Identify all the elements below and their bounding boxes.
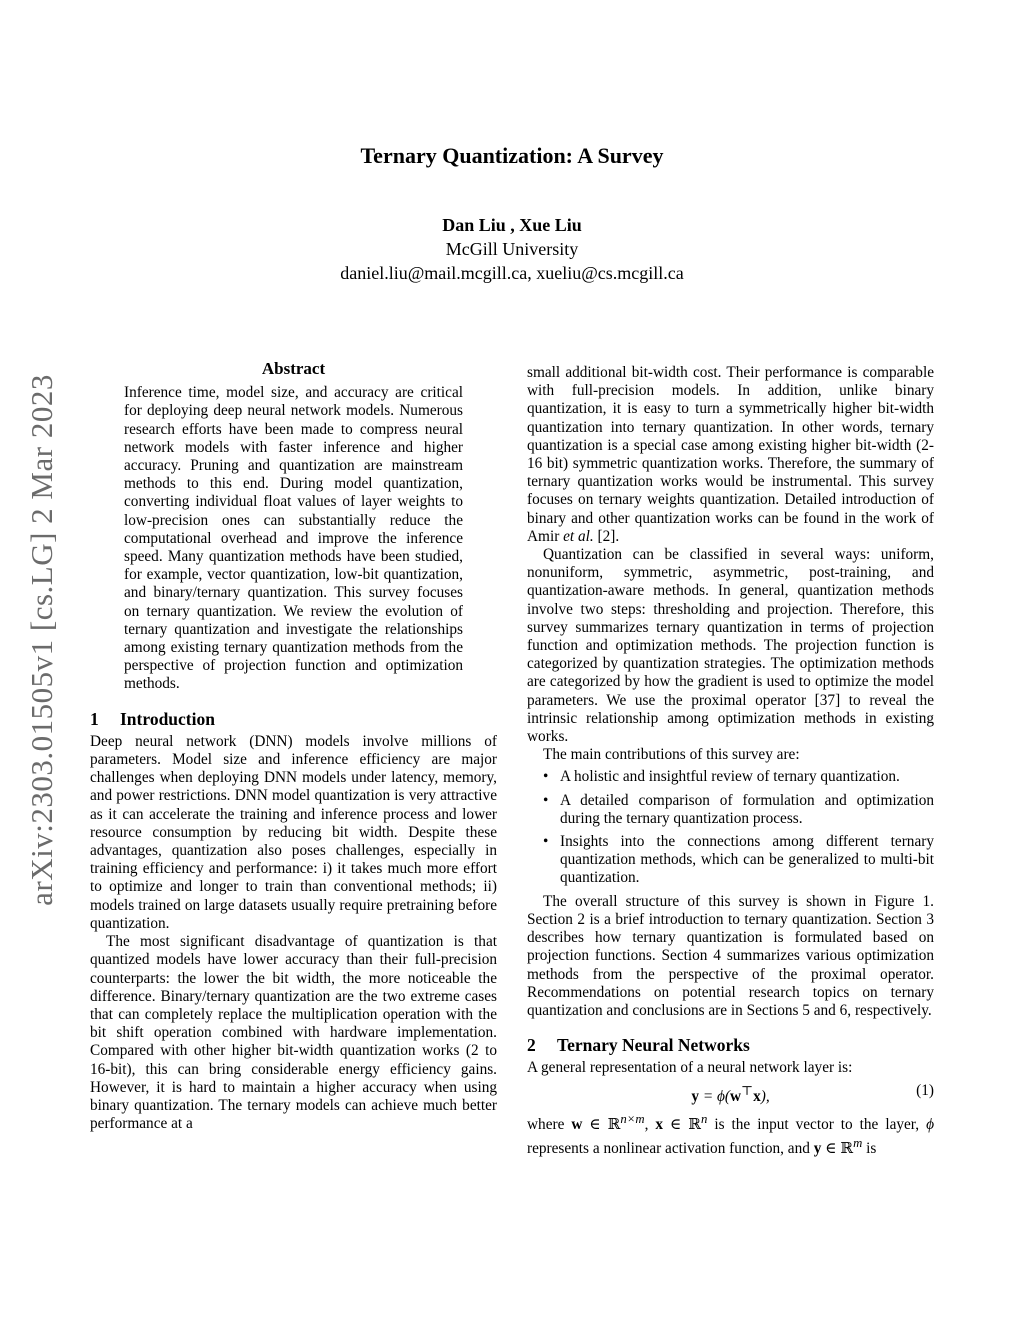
abstract-heading: Abstract bbox=[261, 359, 326, 378]
left-column bbox=[90, 360, 497, 1133]
equation-body: y = ϕ(w⊤x), bbox=[691, 1083, 770, 1105]
section-title: Introduction bbox=[120, 708, 215, 729]
intro-paragraph-5: The overall structure of this survey is shown in Figure 1. Section 2 is a brief introduction to ternary quantization. Section 3 describes how ternary quantization is formulated based on projection functions. Section 4 summarizes various optimization methods from the perspective of the proximal operator. Recommendations on potential research topics on ternary quantization and conclusions are in Sections 5 and 6, respectively. bbox=[527, 892, 934, 1019]
right-column bbox=[527, 364, 934, 1158]
intro-paragraph-2: The most significant disadvantage of quantization is that quantized models have lower accuracy than their full-precision counterparts: the lower the bit width, the more noticeable the difference. Binary/ternary quantization are the two extreme cases that can completely replace the multiplication operation with the bit shift operation combined with hardware implementation. Compared with other higher bit-width quantization works (2 to 16-bit), this can bring considerable energy efficiency gains. However, it is hard to maintain a higher accuracy when using binary quantization. The ternary models can achieve much better performance at a bbox=[90, 933, 497, 1133]
author-block bbox=[0, 213, 1024, 285]
abstract-text: Inference time, model size, and accuracy are critical for deploying deep neural network models. Numerous research efforts have been made to compress neural network models with faster inference and higher accuracy. Pruning and quantization are mainstream methods to this end. During model quantization, converting individual float values of layer weights to low-precision ones can substantially reduce the computational overhead and improve the inference speed. Many quantization methods have been studied, for example, vector quantization, low-bit quantization, and binary/ternary quantization. This survey focuses on ternary quantization. We review the evolution of ternary quantization and investigate the relationships among existing ternary quantization methods from the perspective of projection function and optimization methods. bbox=[124, 384, 463, 693]
section2-paragraph-2: where w ∈ ℝ$^{n\times m}$, x ∈ ℝ$^n$ is the input vector to the layer, ϕ represents a nonlinear activation function, and y ∈ ℝ$^m$ is bbox=[527, 1111, 935, 1158]
intro-paragraph-4: The main contributions of this survey are: bbox=[543, 746, 800, 764]
intro-paragraph-1: Deep neural network (DNN) models involve millions of parameters. Model size and inference efficiency are major challenges when deploying DNN models under latency, memory, and power restrictions. DNN model quantization is very attractive as it can accelerate the training and inference process and lower resource consumption by reducing bit width. Despite these advantages, quantization also poses challenges, especially in training efficiency and performance: i) it takes much more effort to optimize and longer to train than conventional methods; ii) models trained on large datasets usually require pretraining before quantization. bbox=[90, 732, 497, 932]
intro-paragraph-3: Quantization can be classified in several ways: uniform, nonuniform, symmetric, asymmetric, post-training, and quantization-aware methods. In general, quantization methods involve two steps: thresholding and projection. Therefore, this survey summarizes ternary quantization in terms of projection function and optimization methods. The projection function is categorized by quantization strategies. The optimization methods are categorized by how the gradient is used to optimize the model parameters. We use the proximal operator [37] to reveal the intrinsic relationship among optimization methods in existing works. bbox=[527, 546, 934, 746]
arxiv-identifier-stamp: arXiv:2303.01505v1 [cs.LG] 2 Mar 2023 bbox=[24, 374, 59, 906]
list-item: • A detailed comparison of formulation and optimization during the ternary quantization process. bbox=[543, 791, 934, 827]
section2-paragraph-1: A general representation of a neural network layer is: bbox=[527, 1059, 853, 1077]
section-number: 1 bbox=[90, 708, 99, 729]
paper-title: Ternary Quantization: A Survey bbox=[360, 143, 664, 168]
section-heading-introduction bbox=[90, 710, 497, 728]
contributions-list bbox=[527, 768, 934, 887]
intro-paragraph-2-continued: small additional bit-width cost. Their performance is comparable with full-precision models. In addition, unlike binary quantization, it is easy to turn a symmetrically higher bit-width quantization into ternary quantization. In other words, ternary quantization is a special case among existing higher bit-width (2-16 bit) symmetric quantization works. Therefore, the summary of ternary quantization works would be instrumental. This survey focuses on ternary weights quantization. Detailed introduction of binary and other quantization works can be found in the work of Amir et al. [2]. bbox=[527, 364, 934, 545]
section-heading-ternary-neural-networks bbox=[527, 1036, 934, 1054]
equation-1 bbox=[527, 1082, 934, 1106]
author-affiliation: McGill University bbox=[445, 239, 579, 259]
section-number: 2 bbox=[527, 1035, 536, 1056]
section-title: Ternary Neural Networks bbox=[557, 1035, 750, 1056]
list-item: • A holistic and insightful review of ternary quantization. bbox=[543, 768, 900, 786]
equation-number: (1) bbox=[916, 1081, 934, 1099]
author-names: Dan Liu , Xue Liu bbox=[442, 215, 582, 235]
author-emails: daniel.liu@mail.mcgill.ca, xueliu@cs.mcgill.ca bbox=[340, 263, 684, 283]
list-item: • Insights into the connections among different ternary quantization methods, which can be generalized to multi-bit quantization. bbox=[543, 833, 934, 887]
